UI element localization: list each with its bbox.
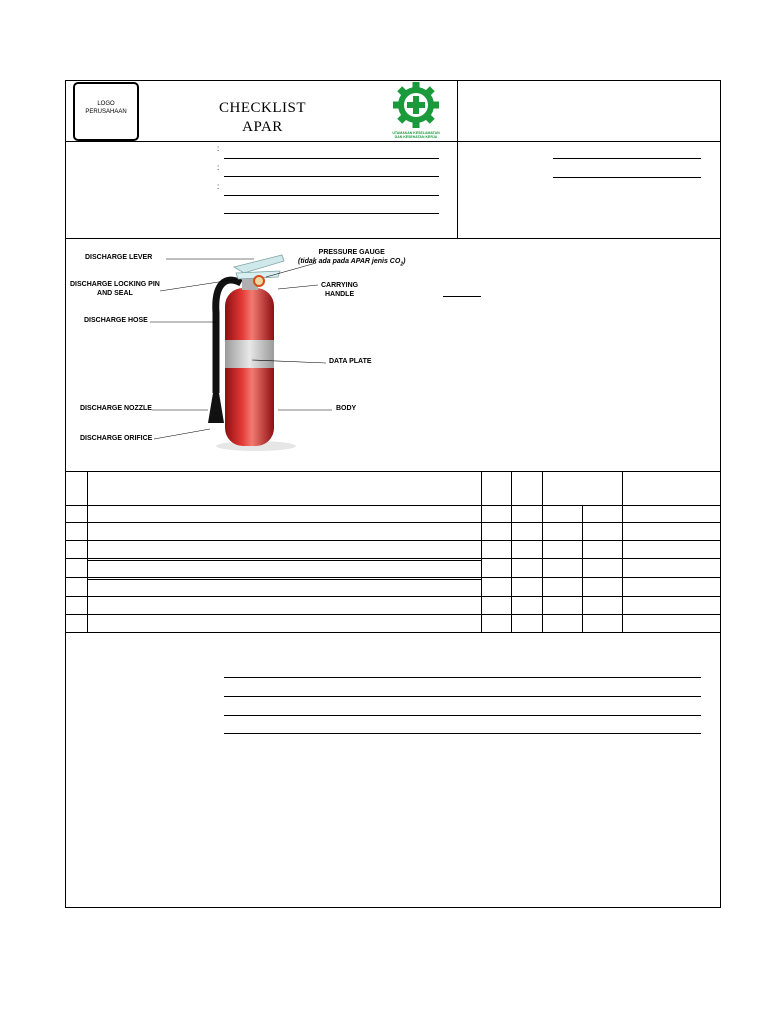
k3-text-line1: UTAMAKAN KESELAMATAN — [392, 131, 440, 135]
label-pressure-gauge-title: PRESSURE GAUGE — [318, 249, 385, 256]
info-field-line-4[interactable] — [224, 213, 439, 214]
company-logo-box — [73, 82, 139, 141]
table-col-condition-split — [582, 505, 583, 632]
label-discharge-lever: DISCHARGE LEVER — [85, 254, 153, 261]
label-locking-pin-line1: DISCHARGE LOCKING PIN — [70, 281, 160, 288]
info-bottom-line — [65, 238, 720, 239]
label-pressure-gauge-sub: 2 — [400, 261, 404, 268]
k3-logo — [384, 82, 448, 140]
table-row-line-2 — [65, 540, 720, 541]
table-col-no — [87, 471, 88, 632]
extinguisher-diagram — [66, 243, 406, 458]
info-colon-1: : — [217, 144, 220, 153]
fire-extinguisher-icon — [66, 243, 406, 458]
info-colon-3: : — [217, 182, 220, 191]
label-discharge-hose: DISCHARGE HOSE — [84, 317, 148, 324]
table-bottom-line — [65, 632, 720, 633]
title-line2: APAR — [242, 119, 283, 135]
header-bottom-line — [65, 141, 720, 142]
label-locking-pin-line2: AND SEAL — [97, 290, 133, 297]
header-divider — [457, 80, 458, 238]
info-field-line-2[interactable] — [224, 176, 439, 177]
logo-line1: LOGO — [97, 101, 115, 107]
label-discharge-nozzle: DISCHARGE NOZZLE — [80, 405, 152, 412]
title-line1: CHECKLIST — [219, 100, 306, 116]
table-col-notes — [622, 471, 623, 632]
table-col-item — [481, 471, 482, 632]
info-field-line-1[interactable] — [224, 158, 439, 159]
table-row-line-3 — [65, 558, 720, 559]
info-right-line-2[interactable] — [553, 177, 701, 178]
table-row-offset-1 — [87, 560, 481, 561]
label-carrying-handle-line2: HANDLE — [324, 291, 355, 298]
label-pressure-gauge-note: (tidak ada pada APAR jenis CO — [298, 258, 401, 265]
label-data-plate: DATA PLATE — [329, 358, 372, 365]
page-title — [200, 99, 325, 137]
label-body: BODY — [336, 405, 357, 412]
table-row-line-4 — [65, 577, 720, 578]
notes-line-4[interactable] — [224, 733, 701, 734]
logo-line2: PERUSAHAAN — [85, 109, 127, 115]
label-carrying-handle-line1: CARRYING — [321, 282, 359, 289]
notes-line-2[interactable] — [224, 696, 701, 697]
label-discharge-orifice: DISCHARGE ORIFICE — [80, 435, 153, 442]
table-row-line-5 — [65, 596, 720, 597]
diagram-side-line[interactable] — [443, 296, 481, 297]
table-header-bottom — [65, 505, 720, 506]
label-pressure-gauge — [298, 248, 405, 269]
notes-line-1[interactable] — [224, 677, 701, 678]
table-row-offset-2 — [87, 579, 481, 580]
info-colon-2: : — [217, 163, 220, 172]
k3-text-line2: DAN KESEHATAN KERJA — [394, 135, 438, 139]
table-row-line-1 — [65, 522, 720, 523]
label-carrying-handle — [321, 281, 358, 299]
label-locking-pin — [70, 280, 160, 298]
table-row-line-6 — [65, 614, 720, 615]
table-col-no-answer — [542, 471, 543, 632]
info-right-line-1[interactable] — [553, 158, 701, 159]
notes-line-3[interactable] — [224, 715, 701, 716]
info-field-line-3[interactable] — [224, 195, 439, 196]
table-col-yes — [511, 471, 512, 632]
label-pressure-gauge-close: ) — [403, 258, 406, 265]
